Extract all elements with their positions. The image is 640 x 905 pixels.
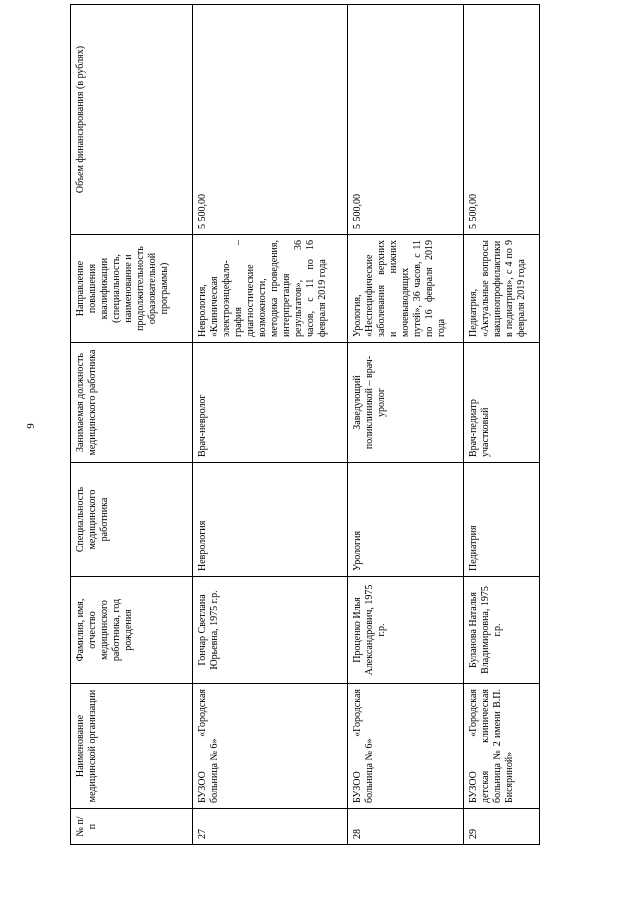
table-header-row xyxy=(71,5,193,845)
cell-amount: 5 500,00 xyxy=(463,5,539,235)
header-amount: Объем финансирования (в рублях) xyxy=(71,5,193,235)
cell-position: Врач-невролог xyxy=(193,343,348,463)
cell-num: 29 xyxy=(463,809,539,845)
cell-position: Заведующий поликлиникой – врач-уролог xyxy=(348,343,464,463)
table-row xyxy=(193,5,348,845)
cell-num: 28 xyxy=(348,809,464,845)
header-specialty: Специальность медицинского работника xyxy=(71,463,193,577)
page-number: 9 xyxy=(24,423,37,429)
header-organization: Наименование медицинской организации xyxy=(71,684,193,809)
cell-specialty: Педиатрия xyxy=(463,463,539,577)
cell-program: Неврология, «Клиническая электроэнцефало-графия – диагностические возможности, методика проведения, интерпретация результатов», 36 часов, с 11 по 16 февраля 2019 года xyxy=(193,235,348,343)
cell-program: Урология, «Неспецифические заболевания верхних и нижних мочевыводящих путей», 36 часов, с 11 по 16 февраля 2019 года xyxy=(348,235,464,343)
cell-specialty: Урология xyxy=(348,463,464,577)
header-program: Направление повышения квалификации (специальность, наименование и продолжительность образовательной программы) xyxy=(71,235,193,343)
cell-specialty: Неврология xyxy=(193,463,348,577)
header-person: Фамилия, имя, отчество медицинского работника, год рождения xyxy=(71,577,193,684)
cell-amount: 5 500,00 xyxy=(193,5,348,235)
header-num: № п/п xyxy=(71,809,193,845)
training-table xyxy=(70,4,540,845)
cell-program: Педиатрия, «Актуальные вопросы вакцинопрофилактики в педиатрии», с 4 по 9 февраля 2019 года xyxy=(463,235,539,343)
cell-organization: БУЗОО «Городская больница № 6» xyxy=(193,684,348,809)
cell-person: Проценко Илья Александрович, 1975 г.р. xyxy=(348,577,464,684)
cell-person: Гончар Светлана Юрьевна, 1975 г.р. xyxy=(193,577,348,684)
header-position: Занимаемая должность медицинского работника xyxy=(71,343,193,463)
cell-organization: БУЗОО «Городская больница № 6» xyxy=(348,684,464,809)
rotated-table-container xyxy=(70,5,540,845)
cell-position: Врач-педиатр участковый xyxy=(463,343,539,463)
cell-organization: БУЗОО «Городская детская клиническая больница № 2 имени В.П. Бисяриной» xyxy=(463,684,539,809)
cell-num: 27 xyxy=(193,809,348,845)
cell-amount: 5 500,00 xyxy=(348,5,464,235)
table-row xyxy=(463,5,539,845)
cell-person: Буланова Наталья Владимировна, 1975 г.р. xyxy=(463,577,539,684)
table-row xyxy=(348,5,464,845)
